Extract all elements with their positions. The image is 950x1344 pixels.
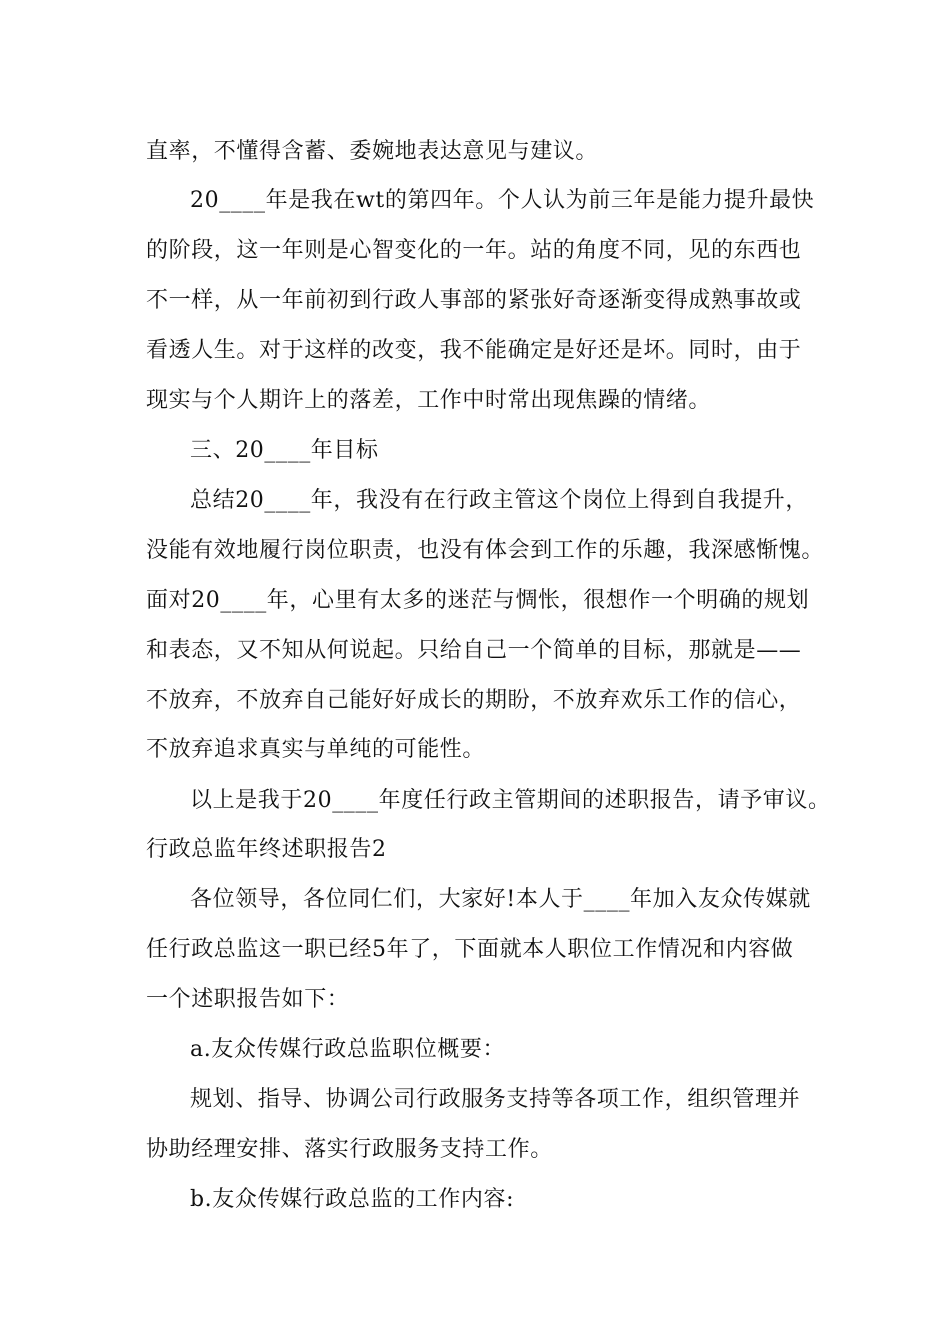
paragraph-first-line: 各位领导，各位同仁们，大家好!本人于____年加入友众传媒就: [190, 887, 811, 912]
body-text-line: 和表态，又不知从何说起。只给自己一个简单的目标，那就是——: [146, 638, 802, 663]
body-text-line: 直率，不懂得含蓄、委婉地表达意见与建议。: [146, 139, 599, 164]
body-text-line: 的阶段，这一年则是心智变化的一年。站的角度不同，见的东西也: [146, 238, 802, 263]
body-text-line: 任行政总监这一职已经5年了，下面就本人职位工作情况和内容做: [146, 937, 794, 962]
body-text-line: 面对20____年，心里有太多的迷茫与惆怅，很想作一个明确的规划: [146, 588, 810, 613]
body-text-line: 不一样，从一年前初到行政人事部的紧张好奇逐渐变得成熟事故或: [146, 288, 802, 313]
list-item-heading: a.友众传媒行政总监职位概要：: [190, 1037, 506, 1062]
body-text-line: 看透人生。对于这样的改变，我不能确定是好还是坏。同时，由于: [146, 338, 802, 363]
list-item-heading: b.友众传媒行政总监的工作内容:: [190, 1187, 515, 1212]
body-text-line: 不放弃，不放弃自己能好好成长的期盼，不放弃欢乐工作的信心，: [146, 688, 802, 713]
paragraph-first-line: 总结20____年，我没有在行政主管这个岗位上得到自我提升，: [190, 488, 808, 513]
body-text-line: 协助经理安排、落实行政服务支持工作。: [146, 1137, 553, 1162]
section-heading: 三、20____年目标: [190, 438, 379, 463]
paragraph-first-line: 20____年是我在wt的第四年。个人认为前三年是能力提升最快: [190, 188, 815, 213]
body-text-line: 没能有效地履行岗位职责，也没有体会到工作的乐趣，我深感惭愧。: [146, 538, 825, 563]
body-text-line: 不放弃追求真实与单纯的可能性。: [146, 737, 486, 762]
paragraph-first-line: 规划、指导、协调公司行政服务支持等各项工作，组织管理并: [190, 1087, 801, 1112]
report-title: 行政总监年终述职报告2: [146, 837, 387, 862]
paragraph-first-line: 以上是我于20____年度任行政主管期间的述职报告，请予审议。: [190, 788, 831, 813]
body-text-line: 一个述职报告如下：: [146, 987, 350, 1012]
body-text-line: 现实与个人期许上的落差，工作中时常出现焦躁的情绪。: [146, 388, 712, 413]
